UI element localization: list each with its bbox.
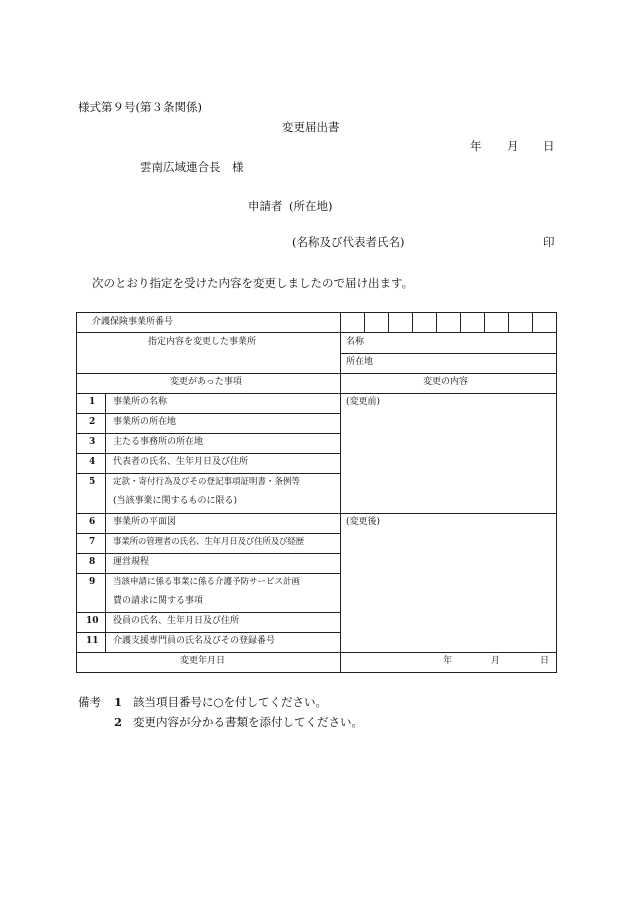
date-month-label: 月 — [507, 139, 519, 153]
change-date-label: 変更年月日 — [180, 656, 226, 666]
item-number: 4 — [89, 457, 96, 467]
item-text-continued: 費の請求に関する事項 — [113, 596, 204, 606]
item-text: 運営規程 — [113, 557, 150, 567]
item-number: 8 — [89, 557, 96, 567]
changed-office-label: 指定内容を変更した事業所 — [148, 337, 257, 347]
note-text: 該当項目番号に○を付してください。 — [133, 695, 328, 709]
change-content-header: 変更の内容 — [423, 377, 469, 387]
item-number: 2 — [89, 417, 96, 427]
item-number: 10 — [86, 616, 99, 626]
item-text: 事業所の平面図 — [113, 517, 177, 527]
change-date-day: 日 — [540, 656, 550, 666]
item-number: 5 — [89, 477, 96, 487]
item-number: 9 — [89, 577, 96, 587]
item-text: 事業所の管理者の氏名、生年月日及び住所及び経歴 — [113, 537, 304, 547]
insurance-number-label: 介護保険事業所番号 — [92, 317, 174, 327]
date-year-label: 年 — [470, 139, 482, 153]
date-day-label: 日 — [543, 139, 555, 153]
office-name-label: 名称 — [346, 337, 365, 347]
change-date-month: 月 — [491, 656, 501, 666]
item-text: 事業所の所在地 — [113, 417, 177, 427]
item-text: 介護支援専門員の氏名及びその登録番号 — [113, 636, 276, 646]
statement-text: 次のとおり指定を受けた内容を変更しましたので届け出ます。 — [92, 276, 414, 290]
item-number: 7 — [89, 537, 96, 547]
item-text: 当該申請に係る事業に係る介護予防サービス計画 — [113, 577, 301, 587]
item-text: 事業所の名称 — [113, 397, 168, 407]
note-text: 変更内容が分かる書類を添付してください。 — [133, 715, 363, 729]
office-address-label: 所在地 — [346, 357, 374, 367]
form-label: 様式第９号(第３条関係) — [78, 100, 202, 114]
notes-label: 備考 — [78, 695, 101, 709]
item-number: 1 — [89, 397, 96, 407]
applicant-label: 申請者 — [248, 199, 283, 213]
after-change-label: (変更後) — [346, 517, 381, 527]
changed-items-header: 変更があった事項 — [170, 377, 242, 387]
applicant-address-label: (所在地) — [289, 199, 333, 213]
item-text: 定款・寄付行為及びその登記事項証明書・条例等 — [113, 477, 301, 487]
item-number: 3 — [89, 437, 96, 447]
item-text: 主たる事務所の所在地 — [113, 437, 204, 447]
item-number: 11 — [86, 636, 99, 646]
document-title: 変更届出書 — [282, 120, 340, 134]
item-number: 6 — [89, 517, 96, 527]
before-change-label: (変更前) — [346, 397, 381, 407]
item-text: 代表者の氏名、生年月日及び住所 — [113, 457, 249, 467]
item-text-continued: (当該事業に関するものに限る) — [113, 496, 238, 506]
note-number: 2 — [114, 715, 123, 729]
change-date-year: 年 — [443, 656, 453, 666]
seal-mark: 印 — [543, 235, 555, 249]
addressee: 雲南広域連合長 様 — [140, 160, 244, 174]
item-text: 役員の氏名、生年月日及び住所 — [113, 616, 240, 626]
note-number: 1 — [114, 695, 123, 709]
applicant-name-label: (名称及び代表者氏名) — [292, 235, 405, 249]
